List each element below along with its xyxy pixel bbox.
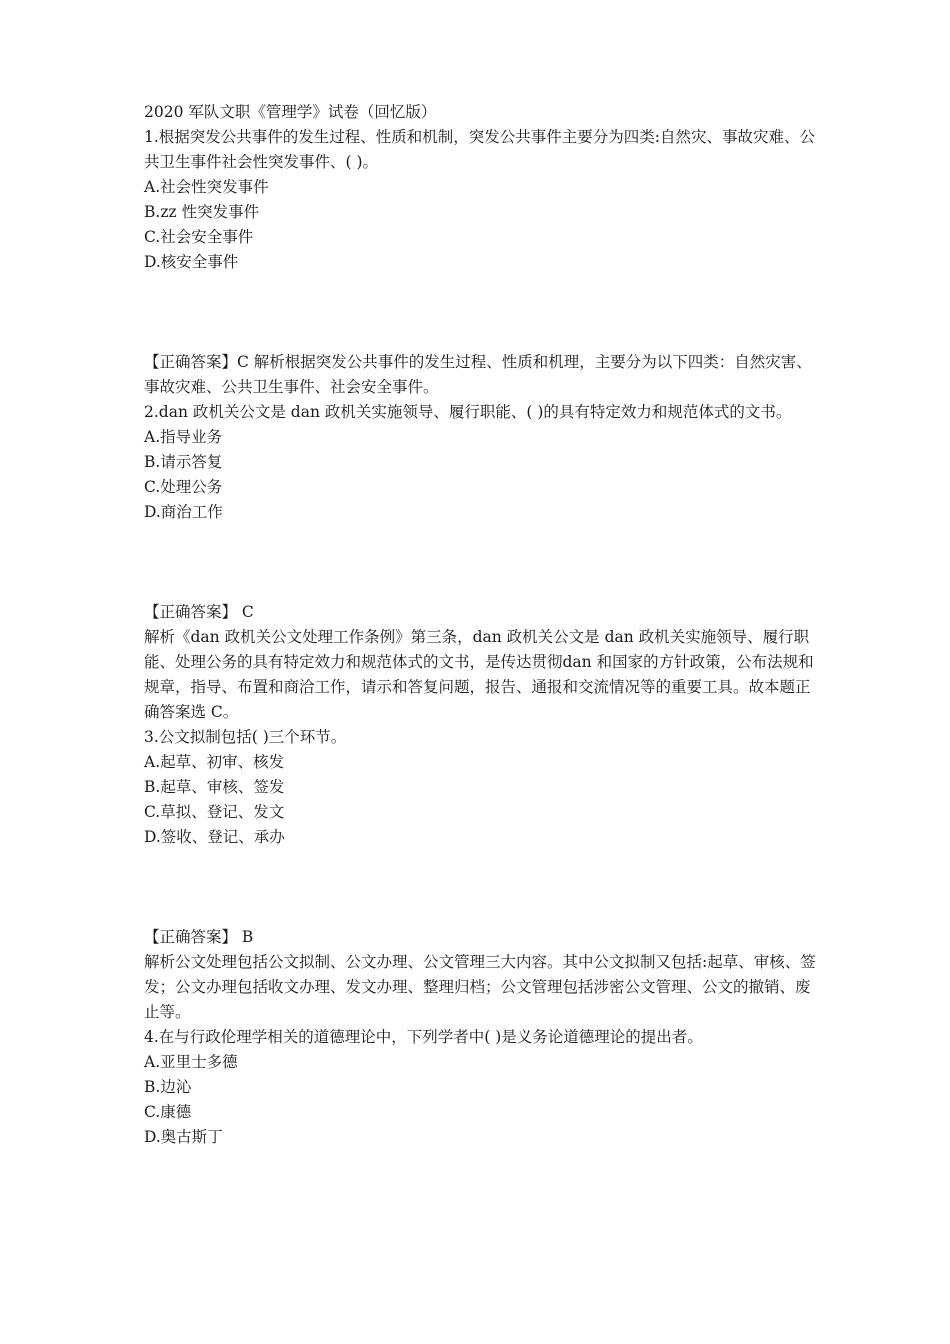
question-1-option-b: B.zz 性突发事件 <box>144 203 260 221</box>
question-2-option-c: C.处理公务 <box>144 478 223 496</box>
question-3-answer: 【正确答案】 B <box>144 928 254 946</box>
question-4-option-b: B.边沁 <box>144 1078 192 1096</box>
document-page <box>144 100 824 1150</box>
spacer <box>144 850 824 925</box>
question-1-option-d: D.核安全事件 <box>144 253 239 271</box>
question-1-text: 1.根据突发公共事件的发生过程、性质和机制，突发公共事件主要分为四类:自然灾、事故灾难、公共卫生事件社会性突发事件、( )。 <box>144 128 816 171</box>
question-3-analysis: 解析公文处理包括公文拟制、公文办理、公文管理三大内容。其中公文拟制又包括:起草、审核、签发；公文办理包括收文办理、发文办理、整理归档；公文管理包括涉密公文管理、公文的撤销、废止等。 <box>144 953 816 1021</box>
spacer <box>144 525 824 600</box>
question-2-analysis: 解析《dan 政机关公文处理工作条例》第三条，dan 政机关公文是 dan 政机关实施领导、履行职能、处理公务的具有特定效力和规范体式的文书，是传达贯彻dan 和国家的方针政策，公布法规和规章，指导、布置和商洽工作，请示和答复问题，报告、通报和交流情况等的重要工具。故本题正确答案选 C。 <box>144 628 814 721</box>
question-3-text: 3.公文拟制包括( )三个环节。 <box>144 728 347 746</box>
question-3-option-b: B.起草、审核、签发 <box>144 778 285 796</box>
document-title: 2020 军队文职《管理学》试卷（回忆版） <box>144 103 437 121</box>
question-2-option-a: A.指导业务 <box>144 428 223 446</box>
question-2-text: 2.dan 政机关公文是 dan 政机关实施领导、履行职能、( )的具有特定效力和规范体式的文书。 <box>144 403 792 421</box>
spacer <box>144 275 824 350</box>
question-1-option-c: C.社会安全事件 <box>144 228 254 246</box>
question-4-option-c: C.康德 <box>144 1103 192 1121</box>
question-1-answer: 【正确答案】C 解析根据突发公共事件的发生过程、性质和机理，主要分为以下四类：自然灾害、事故灾难、公共卫生事件、社会安全事件。 <box>144 353 812 396</box>
question-1-option-a: A.社会性突发事件 <box>144 178 269 196</box>
question-3-option-c: C.草拟、登记、发文 <box>144 803 285 821</box>
question-2-option-b: B.请示答复 <box>144 453 223 471</box>
question-3-option-d: D.签收、登记、承办 <box>144 828 285 846</box>
question-4-text: 4.在与行政伦理学相关的道德理论中，下列学者中( )是义务论道德理论的提出者。 <box>144 1028 703 1046</box>
question-4-option-d: D.奥古斯丁 <box>144 1128 223 1146</box>
question-4-option-a: A.亚里士多德 <box>144 1053 238 1071</box>
question-3-option-a: A.起草、初审、核发 <box>144 753 285 771</box>
question-2-option-d: D.商治工作 <box>144 503 223 521</box>
question-2-answer: 【正确答案】 C <box>144 603 254 621</box>
